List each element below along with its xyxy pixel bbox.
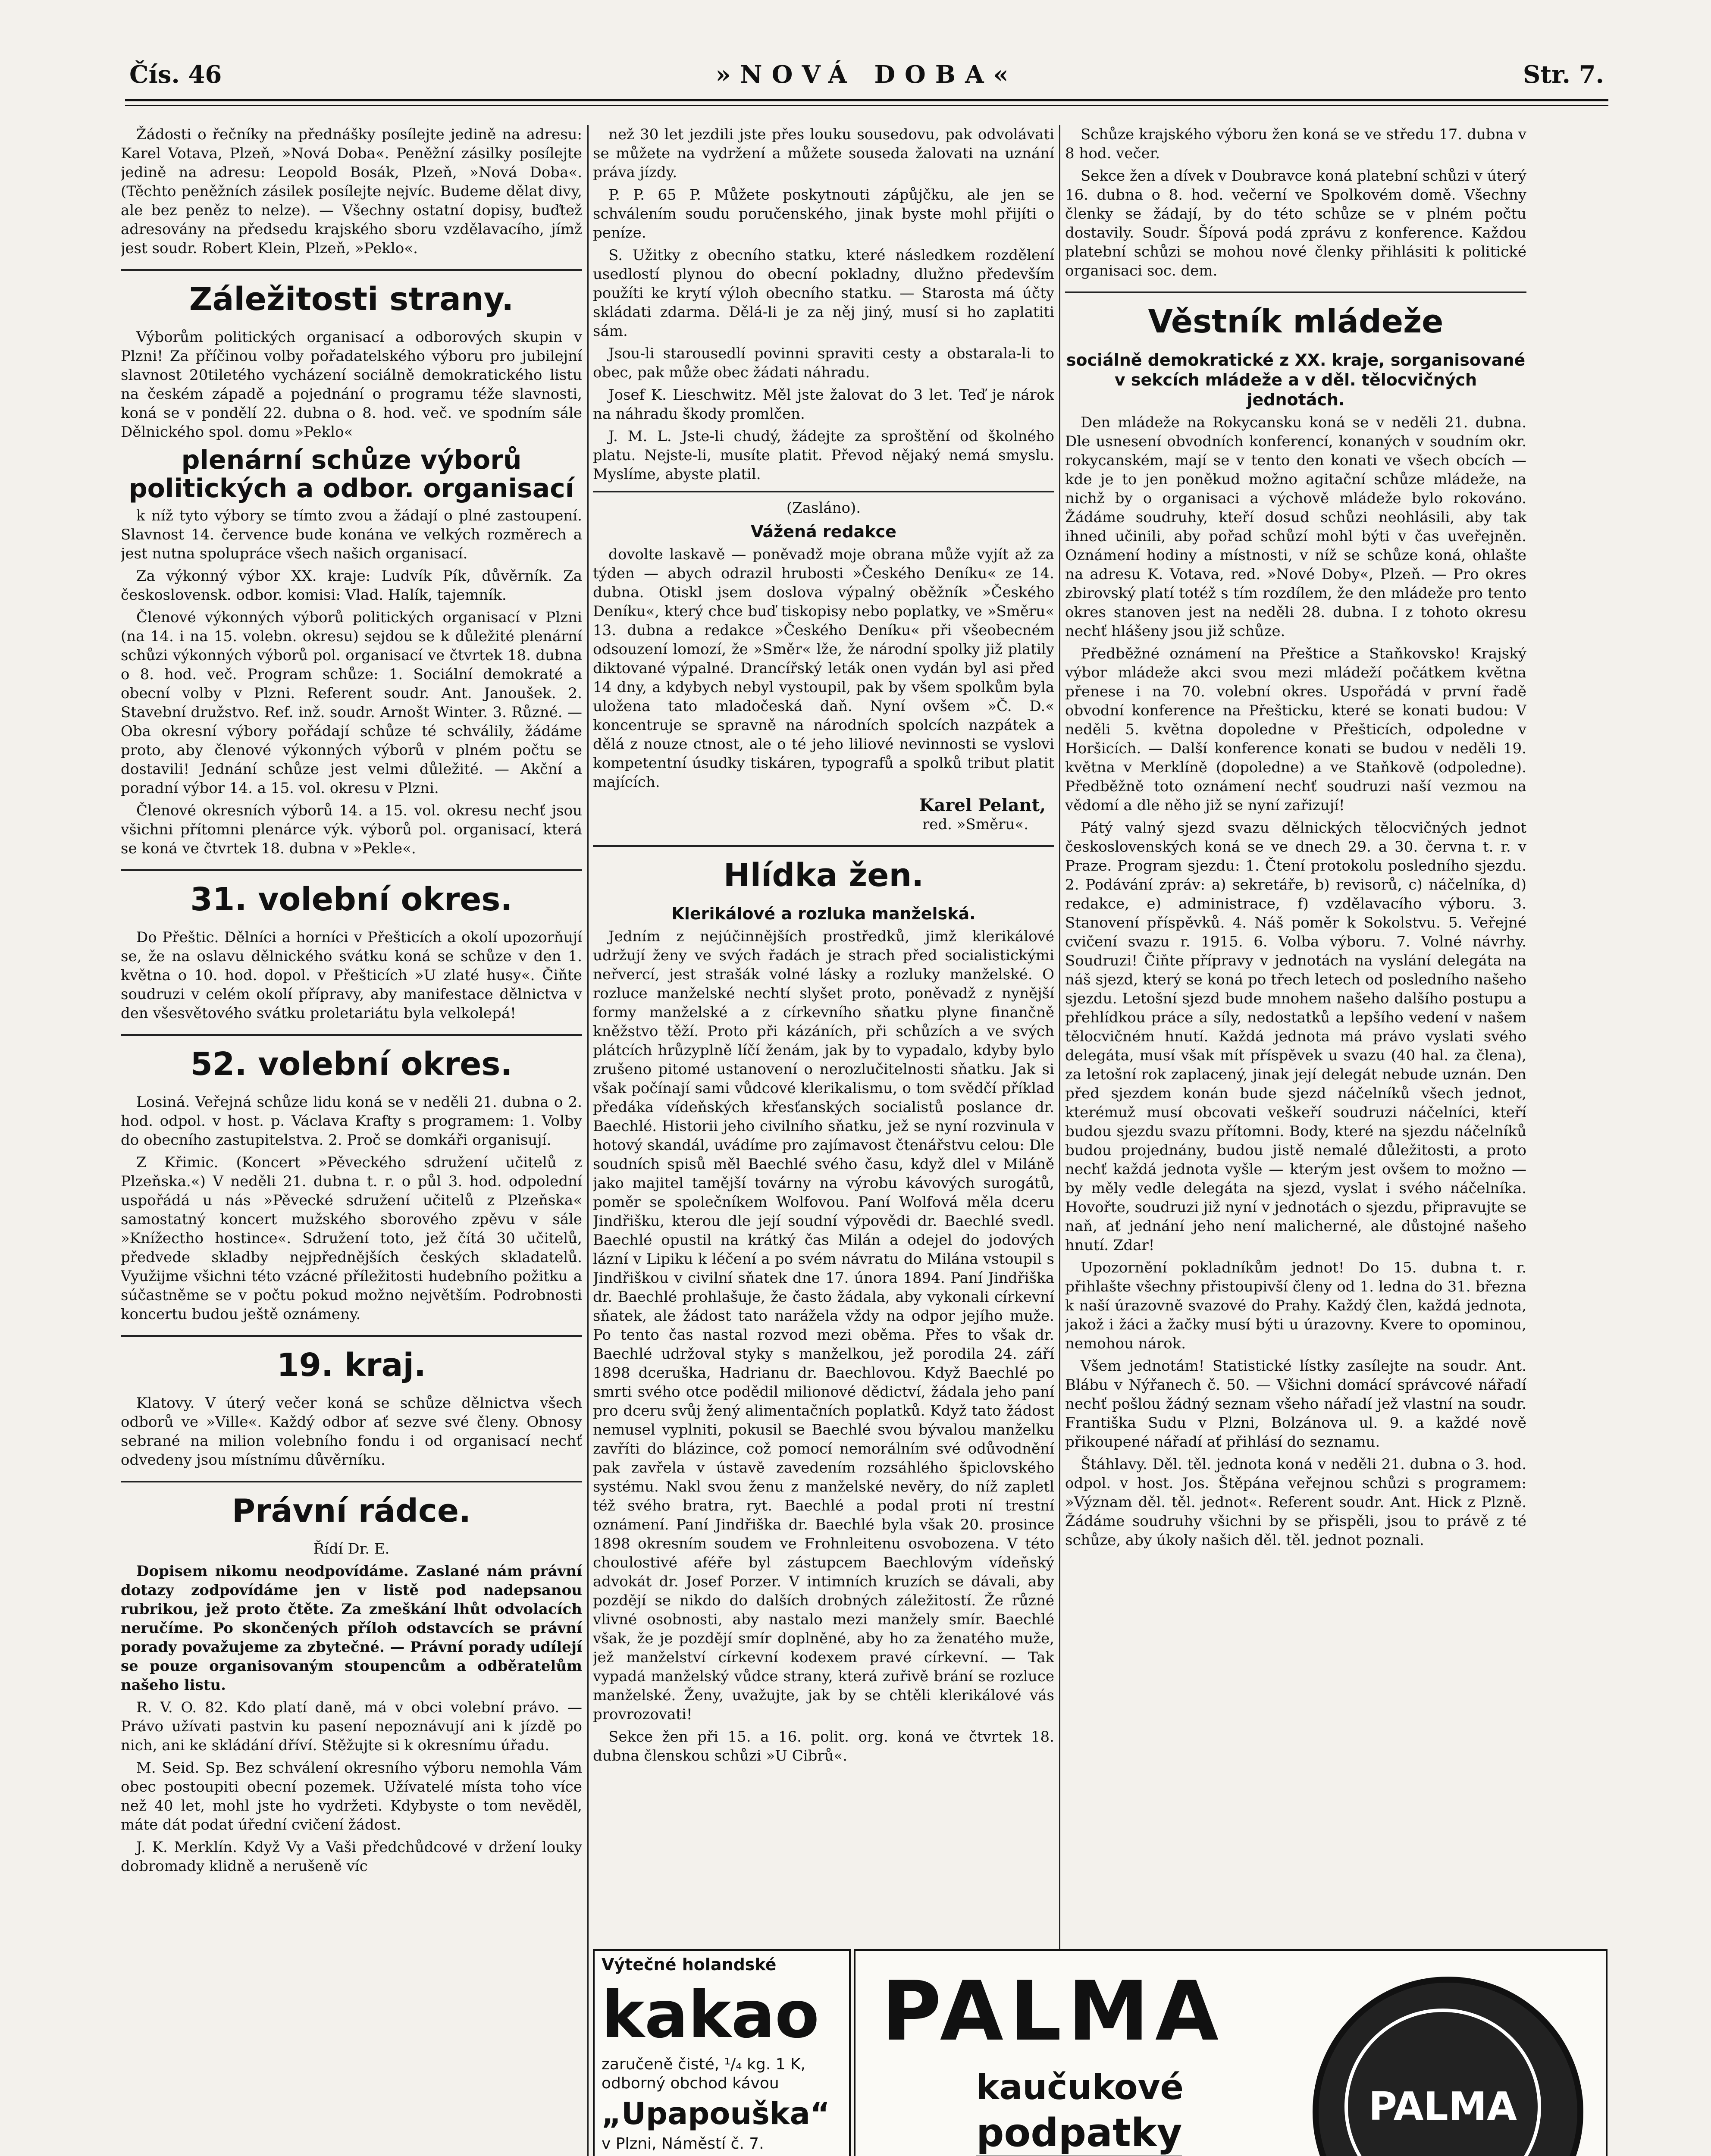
section-heading: 19. kraj. [121, 1335, 582, 1386]
article-paragraph: Klatovy. V úterý večer koná se schůze dělnictva všech odborů ve »Ville«. Každý odbor ať sezve své členy. Obnosy sebrané na milion volebního fondu i od organisací nechť odvedeny jsou místnímu důvěrníku. [121, 1395, 582, 1469]
rubber-heel-icon [1313, 1977, 1583, 2156]
section-heading: Záležitosti strany. [121, 269, 582, 320]
heel-label: PALMA [1344, 2009, 1541, 2156]
article-paragraph: Sekce žen a dívek v Doubravce koná platební schůzi v úterý 16. dubna o 8. hod. večerní ve Spolkovém domě. Všechny členky se žádají, by do této schůze se v plném počtu dostavily. Soudr. Šípová podá zprávu z konference. Každou platební schůzi se mohou nové členky přihlásiti k politické organisaci soc. dem. [1065, 167, 1526, 279]
article-paragraph: Všem jednotám! Statistické lístky zasílejte na soudr. Ant. Blábu v Nýřanech č. 50. — Všichni domácí správcové nářadí nechť pošlou žádný seznam všeho nářadí jež vlastní na soudr. Františka Sudu v Plzni, Bolzánova ul. 9. a každé nově přikoupené nářadí ať přihlásí do seznamu. [1065, 1357, 1526, 1451]
section-heading: 52. volební okres. [121, 1034, 582, 1085]
article-paragraph: Josef K. Lieschwitz. Měl jste žalovat do 3 let. Teď je nárok na náhradu škody promlčen. [593, 386, 1054, 423]
article-paragraph: Jedním z nejúčinnějších prostředků, jimž klerikálové udržují ženy ve svých řadách je strach před socialistickými neřvercí, jest strašák volné lásky a rozluky manželské. O rozluce manželské nechtí slyšet proto, poněvadž z nynější formy manželské a z církevního sňatku plyne finančně kněžstvo těží. Proto při kázáních, při schůzích a ve svých plátcích hrůzyplně líčí ženám, jak by to vypadalo, kdyby bylo zrušeno pitomé ustanovení o nerozlučitelnosti sňatku. Jak si však počínají sami vůdcové klerikalismu, o tom svědčí příklad předáka vídeňských křesťanských socialistů poslance dr. Baechlé. Historii jeho civilního sňatku, jež se nyní rozvinula v hotový skandál, uvádíme pro zajímavost čtenářstvu celou: Dle soudních spisů měl Baechlé svého času, když dlel v Miláně jako majitel tamější továrny na výrobu kávových surogátů, poměr se společníkem Wolfovou. Paní Wolfová měla dceru Jindřišku, kterou dle její soudní výpovědi dr. Baechlé svedl. Baechlé opustil na krátký čas Milán a odejel do jodových lázní v Lipiku k léčení a po svém návratu do Milána vstoupil s Jindřiškou v civilní sňatek dne 17. února 1894. Paní Jindřiška dr. Baechlé prohlašuje, že často žádala, aby vykonali církevní sňatek, ale žádost tato narážela vždy na odpor jejího muže. Po tento čas nastal rozvod mezi oběma. Přes to však dr. Baechlé udržoval styky s manželkou, jež porodila 24. září 1898 dceruška, Hadrianu dr. Baechlovou. Když Baechlé po smrti svého otce podědil milionové dědictví, žádala jeho paní pro dceru svůj žený alimentačních poplatků. Když tato žádost nemusel vyplniti, pokusil se Baechlé svou bývalou manželku zavříti do blázince, což pomocí nemorálním své odůvodnění pak zavřela v ústavě zavedením rozsáhlého špiclovského systému. Nakl svou ženu z manželské nevěry, do níž zapletl též svého bratra, ryt. Baechlé a podal proti ní trestní oznámení. Paní Jindřiška dr. Baechlé byla však 20. prosince 1898 okresním soudem ve Frohnleitenu osvobozena. V této choulostivé aféře byl zástupcem Baechlovým vídeňský advokát dr. Josef Porzer. V intimních kruzích se dávali, aby pozdějí se nikdo do dalších drobných záležitostí. Že různé vlivné osobnosti, aby nastalo mezi manžely smír. Baechlé však, že je pozdějí smír doplněné, aby ho za ženatého muže, jež manželství církevní kodexem pravé církevní. — Tak vypadá manželský vůdce strany, která zuřivě brání se rozluce manželské. Ženy, uvažujte, jak by se chtěli klerikálové vás provrozovati! [593, 928, 1054, 1723]
article-paragraph: J. M. L. Jste-li chudý, žádejte za sproštění od školného platu. Nejste-li, musíte platit. Převod nějaký nemá smyslu. Myslíme, abyste platil. [593, 428, 1054, 483]
article-paragraph: Výborům politických organisací a odborových skupin v Plzni! Za příčinou volby pořadatelského výboru pro jubilejní slavnost 20tiletého vycházení sociálně demokratického listu na českém západě a pojednání o programu téže slavnosti, koná se v pondělí 22. dubna o 8. hod. več. ve spodním sále Dělnického spol. domu »Peklo« [121, 329, 582, 441]
page-header [129, 60, 1604, 95]
ad-line: podpatky [976, 2110, 1182, 2156]
article-paragraph: Členové okresních výborů 14. a 15. vol. okresu nechť jsou všichni přítomni plenárce výk. výborů pol. organisací, která se koná ve čtvrtek 18. dubna v »Pekle«. [121, 802, 582, 857]
ad-line: kaučukové [976, 2067, 1184, 2107]
article-paragraph: Losiná. Veřejná schůze lidu koná se v neděli 21. dubna o 2. hod. odpol. v host. p. Václava Krafty s programem: 1. Volby do obecního zastupitelstva. 2. Proč se domkáři organisují. [121, 1094, 582, 1149]
column-3 [1065, 125, 1526, 1932]
section-heading: Hlídka žen. [593, 845, 1054, 896]
page-number: Str. 7. [1523, 60, 1604, 89]
signature-name: Karel Pelant, [919, 795, 1046, 815]
article-paragraph: k níž tyto výbory se tímto zvou a žádají o plné zastoupení. Slavnost 14. července bude konána ve velkých rozměrech a jest nutna spolupráce všech našich organisací. [121, 507, 582, 562]
article-paragraph: Za výkonný výbor XX. kraje: Ludvík Pík, důvěrník. Za československ. odbor. komisi: Vlad. Halík, tajemník. [121, 567, 582, 604]
article-paragraph: R. V. O. 82. Kdo platí daně, má v obci volební právo. — Právo užívati pastvin ku pasení nepoznávují ani k jízdě po nich, ani ke skládání dříví. Stěžujte si k okresnímu úřadu. [121, 1699, 582, 1754]
ad-address: v Plzni, Náměstí č. 7. [602, 2135, 764, 2153]
article-paragraph: Do Přeštic. Dělníci a horníci v Přešticích a okolí upozorňují se, že na oslavu dělnického svátku koná se schůze v den 1. května o 10. hod. dopol. v Přešticích »U zlaté husy«. Čiňte soudruzi v celém okolí přípravy, aby manifestace dělnictva v den všesvětového svátku proletariátu byla velkolepá! [121, 929, 582, 1022]
article-paragraph: S. Užitky z obecního statku, které následkem rozdělení usedlostí plynou do obecní pokladny, dlužno především použíti ke krytí výloh obecního statku. — Starosta má účty skládati zdarma. Dělá-li je za něj jiný, musí si ho zaplatiti sám. [593, 247, 1054, 340]
section-heading: Věstník mládeže [1065, 291, 1526, 342]
ad-product: kakao [602, 1977, 820, 2053]
header-rule-thin [125, 105, 1608, 106]
article-paragraph: než 30 let jezdili jste přes louku sousedovu, pak odvolávati se můžete na vydržení a můžete souseda žalovati na uznání práva jízdy. [593, 126, 1054, 181]
header-rule [125, 99, 1608, 101]
section-heading: Právní rádce. [121, 1481, 582, 1532]
submitted-label: (Zasláno). [593, 491, 1054, 517]
section-subheading: Klerikálové a rozluka manželská. [671, 904, 976, 923]
article-paragraph: Upozornění pokladníkům jednot! Do 15. dubna t. r. přihlašte všechny přistoupivší členy od 1. ledna do 31. března k naší úrazovně svazové do Prahy. Každý člen, každá jednota, jakož i žáci a žačky musí býti u úrazovny. Kvere to opominou, nemohou nárok. [1065, 1259, 1526, 1352]
column-1 [121, 125, 582, 2156]
article-paragraph: Sekce žen při 15. a 16. polit. org. koná ve čtvrtek 18. dubna členskou schůzi »U Cibrů«. [593, 1728, 1054, 1764]
signature-role: red. »Směru«. [922, 816, 1028, 833]
article-paragraph: Předběžné oznámení na Přeštice a Staňkovsko! Krajský výbor mládeže akci svou mezi mládeží počátkem května přenese i na 70. volební okres. Uspořádá v první řadě obvodní konference na Přešticku, které se konati budou: V neděli 5. května dopoledne v Přešticích, odpoledne v Horšicích. — Další konference konati se budou v neděli 19. května v Merklíně (dopoledne) a ve Staňkově (odpoledne). Předběžně toto oznámení nechť soudruzi naší vezmou na vědomí a dle něho již se nyní zařizují! [1065, 645, 1526, 814]
column-divider [1059, 125, 1060, 2156]
article-paragraph: J. K. Merklín. Když Vy a Vaši předchůdcové v držení louky dobromady klidně a nerušeně víc [121, 1839, 582, 1875]
ad-brand: „Upapouška“ [602, 2096, 830, 2131]
article-paragraph: Jsou-li starousedlí povinni spraviti cesty a obstarala-li to obec, pak může obec žádati náhradu. [593, 345, 1054, 381]
newspaper-title: »NOVÁ DOBA« [715, 60, 1018, 89]
article-paragraph: Z Křimic. (Koncert »Pěveckého sdružení učitelů z Plzeňska.«) V neděli 21. dubna t. r. o půl 3. hod. odpolední uspořádá u nás »Pěvecké sdružení učitelů z Plzeňska« samostatný koncert mužského sborového zpěvu v sále »Knížectho hostince«. Sdružení toto, jež čítá 30 učitelů, předvede skladby nejpřednějších českých skladatelů. Využijme všichni této vzácné příležitosti hudebního požitku a súčastněme se v počtu pokud možno největším. Podrobnosti koncertu budou ještě oznámeny. [121, 1154, 582, 1323]
article-paragraph: dovolte laskavě — poněvadž moje obrana může vyjít až za týden — abych odrazil hrubosti »Českého Deníku« ze 14. dubna. Otiskl jsem doslova výpalný oběžník »Českého Deníku«, který chce buď tiskopisy nebo poplatky, ve »Směru« 13. dubna a redakce »Českého Deníku« při všeobecném odsouzení lomozí, že »Směr« lže, že národní spolky již platily diktované výpalné. Drancířský leták onen vydán byl asi před 14 dny, a kdybych nebyl vystoupil, pak by všem spolkům byla uložena tato mladočeská daň. Nyní ovšem »Č. D.« koncentruje se spravně na národních spolcích nazpátek a dělá z nouze ctnost, ale o té jeho liliové nevinnosti se vyslovi kompetentní úsudky tiskáren, typografů a spolků tribut platit majících. [593, 546, 1054, 791]
column-2 [593, 125, 1054, 1932]
ad-brand: PALMA [881, 1964, 1225, 2059]
article-paragraph: Pátý valný sjezd svazu dělnických tělocvičných jednot československých koná se ve dnech 29. a 30. června t. r. v Praze. Program sjezdu: 1. Čtení protokolu posledního sjezdu. 2. Podávání zpráv: a) sekretáře, b) revisorů, c) náčelníka, d) redakce, e) administrace, f) vzdělavacího výboru. 3. Stanovení příspěvků. 4. Náš poměr k Sokolstvu. 5. Veřejné cvičení svazu r. 1915. 6. Volba výboru. 7. Volné návrhy. Soudruzi! Čiňte přípravy v jednotách na vyslání delegáta na náš sjezd, který se koná po třech letech od posledního našeho sjezdu. Letošní sjezd bude mnohem našeho dalšího postupu a přehlídkou práce a síly, nedostatků a lepšího vedení v našem tělocvičném hnutí. Každá jednota má právo vyslati svého delegáta, musí však mít příspěvek u svazu (40 hal. za člena), za letošní rok zaplacený, jinak její delegát nebude uznán. Den před sjezdem konán bude sjezd náčelníků všech jednot, kterémuž musí obcovati veškeří soudruzi náčelníci, kteří budou sjezdu svazu přítomni. Body, které na sjezdu náčelníků budou projednány, budou jistě nemalé důležitosti, a proto nechť každá jednota vyšle — kterým jest ovšem to možno — by měly vedle delegáta na sjezd, vyslat i svého náčelníka. Hovořte, soudruzi již nyní v jednotách o sjezdu, připravujte se naň, ať jednání jeho není malicherné, ale důstojné našeho hnutí. Zdar! [1065, 819, 1526, 1254]
cocoa-advertisement [593, 1949, 851, 2156]
issue-number: Čís. 46 [129, 60, 222, 89]
letter-heading: Vážená redakce [751, 522, 896, 541]
article-paragraph: Štáhlavy. Děl. těl. jednota koná v neděli 21. dubna o 3. hod. odpol. v host. Jos. Štěpána veřejnou schůzi s programem: »Význam děl. těl. jednot«. Referent soudr. Ant. Hick z Plzně. Žádáme soudruhy všichni by se přispěli, jsou to právě z té schůze, aby úkoly našich děl. těl. jednot poznali. [1065, 1456, 1526, 1549]
notice-heading: plenární schůze výborů politických a odbor. organisací [128, 445, 574, 504]
section-heading: 31. volební okres. [121, 869, 582, 920]
ad-tagline: Výtečné holandské [602, 1955, 777, 1974]
article-paragraph: Dopisem nikomu neodpovídáme. Zaslané nám právní dotazy zodpovídáme jen v listě pod nadepsanou rubrikou, jež proto čtěte. Za zmeškání lhůt odvolacích neručíme. Po skončených příloh odstavcích se právní porady považujeme za zbytečné. — Právní porady udílejí se pouze organisovaným stoupencům a odběratelům našeho listu. [121, 1563, 582, 1694]
article-paragraph: Žádosti o řečníky na přednášky posílejte jedině na adresu: Karel Votava, Plzeň, »Nová Doba«. Peněžní zásilky posílejte jedině na adresu: Leopold Bosák, Plzeň, »Nová Doba«. (Těchto peněžních zásilek posílejte nejvíc. Budeme dělat divy, ale bez peněz to nelze). — Všechny ostatní dopisy, buďtež adresovány na předsedu krajského sboru vzdělavacího, jímž jest soudr. Robert Klein, Plzeň, »Peklo«. [121, 126, 582, 257]
section-subheading: sociálně demokratické z XX. kraje, sorganisované v sekcích mládeže a v děl. tělocvičných jednotách. [1066, 351, 1526, 409]
article-paragraph: Schůze krajského výboru žen koná se ve středu 17. dubna v 8 hod. večer. [1065, 126, 1526, 162]
column-divider [587, 125, 589, 2156]
article-paragraph: Členové výkonných výborů politických organisací v Plzni (na 14. i na 15. volebn. okresu) sejdou se k důležité plenární schůzi výkonných výborů pol. organisací ve čtvrtek 18. dubna o 8. hod. več. Program schůze: 1. Sociální demokraté a obecní volby v Plzni. Referent soudr. Ant. Janoušek. 2. Stavební družstvo. Ref. inž. soudr. Arnošt Winter. 3. Různé. — Oba okresní výbory pořádají schůze té schválily, žádáme proto, aby členové výkonných výborů v plném počtu se dostavili! Jednání schůze jest velmi důležité. — Akční a poradní výbor 14. a 15. vol. okresu v Plzni. [121, 609, 582, 797]
ad-description: zaručeně čisté, ¹/₄ kg. 1 K, odborný obchod kávou [602, 2056, 806, 2092]
palma-advertisement [854, 1949, 1608, 2156]
article-paragraph: M. Seid. Sp. Bez schválení okresního výboru nemohla Vám obec postoupiti obecní pozemek. Užívatelé místa toho více než 40 let, mohl jste ho vydržeti. Kdybyste o tom nevěděl, máte dát podat úřední cvičení žádost. [121, 1759, 582, 1833]
article-paragraph: Den mládeže na Rokycansku koná se v neděli 21. dubna. Dle usnesení obvodních konferencí, konaných v soudním okr. rokycanském, mají se v tento den konati ve všech obcích — kde je to jen poněkud možno agitační schůze mládeže, na nichž by o organisaci a výchově mládeže bylo rokováno. Žádáme soudruhy, kteří dosud schůzi neohlásili, aby tak ihned učinili, aby pořad schůzí mohl býti v čas uveřejněn. Oznámení hodiny a místnosti, v níž se schůze koná, ohlašte na adresu K. Votava, red. »Nové Doby«, Plzeň. — Pro okres zbirovský platí totéž s tím rozdílem, že den mládeže pro tento okres stanoven jest na neděli 28. dubna. I z tohoto okresu nechť hlášeny jsou již schůze. [1065, 414, 1526, 640]
article-paragraph: P. P. 65 P. Můžete poskytnouti zápůjčku, ale jen se schválením soudu poručenského, jinak byste mohl přijíti o peníze. [593, 186, 1054, 241]
section-subheading: Řídí Dr. E. [313, 1540, 390, 1557]
